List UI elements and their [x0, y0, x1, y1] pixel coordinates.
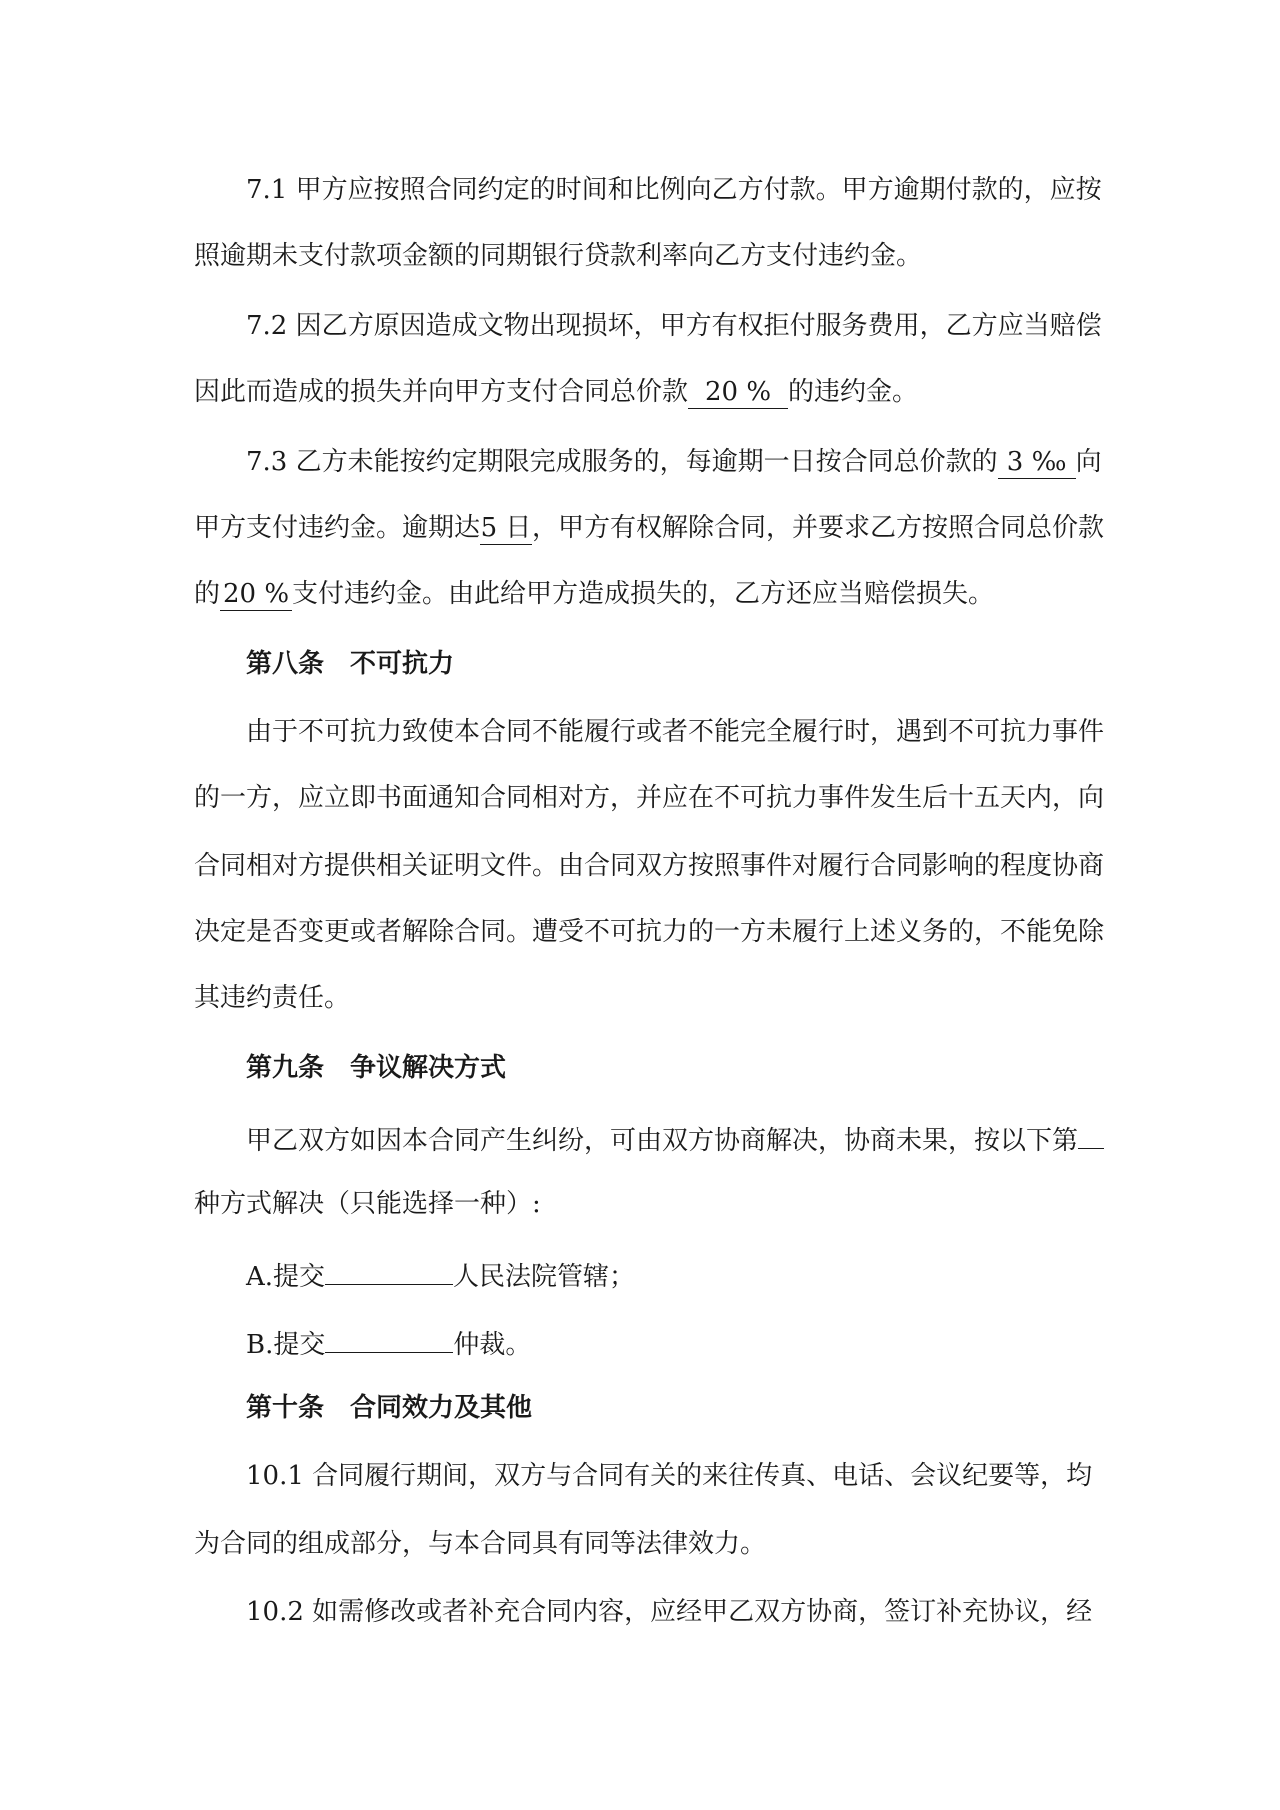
clause-7-3-line-3-post: 支付违约金。由此给甲方造成损失的，乙方还应当赔偿损失。: [292, 579, 995, 609]
daily-rate-field: 3 ‰: [998, 446, 1076, 479]
clause-7-3-line-3: [194, 574, 1094, 614]
penalty-rate-field: 20 %: [688, 376, 788, 409]
dispute-method-choice-field[interactable]: [1078, 1116, 1104, 1149]
clause-10-1-line-2: 为合同的组成部分，与本合同具有同等法律效力。: [194, 1529, 767, 1559]
clause-8-line-5: 其违约责任。: [194, 983, 351, 1013]
clause-7-2-line-2: [194, 372, 1094, 412]
clause-8-line-1: 由于不可抗力致使本合同不能履行或者不能完全履行时，遇到不可抗力事件: [246, 717, 1105, 747]
clause-7-2-line-1: 7.2 因乙方原因造成文物出现损坏，甲方有权拒付服务费用，乙方应当赔偿: [246, 311, 1102, 341]
clause-8-heading: 第八条 不可抗力: [246, 649, 455, 679]
clause-8-line-4: 决定是否变更或者解除合同。遭受不可抗力的一方未履行上述义务的，不能免除: [194, 917, 1105, 947]
overdue-days-field: 5 日: [480, 513, 532, 543]
clause-7-2-text-pre: 因此而造成的损失并向甲方支付合同总价款: [194, 377, 689, 407]
clause-8-line-2: 的一方，应立即书面通知合同相对方，并应在不可抗力事件发生后十五天内，向: [194, 783, 1105, 813]
clause-7-1-line-2: 照逾期未支付款项金额的同期银行贷款利率向乙方支付违约金。: [194, 241, 923, 271]
clause-7-3-text-post: 向: [1075, 447, 1102, 477]
clause-7-3-line-1: [246, 442, 1146, 482]
clause-9-option-b: [246, 1320, 1146, 1360]
clause-7-2-text-post: 的违约金。: [788, 377, 919, 407]
clause-8-line-3: 合同相对方提供相关证明文件。由合同双方按照事件对履行合同影响的程度协商: [194, 851, 1105, 881]
clause-9-line-2: 种方式解决（只能选择一种）:: [194, 1189, 541, 1219]
option-b-pre: B.提交: [246, 1330, 326, 1360]
clause-9-option-a: [246, 1252, 1146, 1292]
clause-9-text: 甲乙双方如因本合同产生纠纷，可由双方协商解决，协商未果，按以下第: [246, 1126, 1079, 1156]
clause-7-3-line-2: [194, 508, 1105, 548]
clause-10-1-line-1: 10.1 合同履行期间，双方与合同有关的来往传真、电话、会议纪要等，均: [246, 1461, 1093, 1491]
clause-7-3-line-2-pre: 甲方支付违约金。逾期达: [194, 513, 481, 543]
option-b-arbitration-field[interactable]: [325, 1320, 453, 1353]
clause-10-2-line-1: 10.2 如需修改或者补充合同内容，应经甲乙双方协商，签订补充协议，经: [246, 1597, 1093, 1627]
clause-7-3-text-pre: 7.3 乙方未能按约定期限完成服务的，每逾期一日按合同总价款的: [246, 447, 998, 477]
option-a-pre: A.提交: [246, 1262, 326, 1292]
clause-7-1-line-1: 7.1 甲方应按照合同约定的时间和比例向乙方付款。甲方逾期付款的，应按: [246, 175, 1102, 205]
termination-rate-field: 20 %: [220, 578, 292, 611]
clause-9-heading: 第九条 争议解决方式: [246, 1053, 507, 1083]
clause-7-3-line-3-pre: 的: [194, 579, 221, 609]
clause-10-heading: 第十条 合同效力及其他: [246, 1393, 533, 1423]
option-a-post: 人民法院管辖；: [453, 1262, 636, 1292]
clause-7-3-line-2-post: ，甲方有权解除合同，并要求乙方按照合同总价款: [532, 513, 1105, 543]
clause-9-line-1: [246, 1116, 1146, 1156]
option-b-post: 仲裁。: [453, 1330, 532, 1360]
option-a-court-field[interactable]: [325, 1252, 453, 1285]
